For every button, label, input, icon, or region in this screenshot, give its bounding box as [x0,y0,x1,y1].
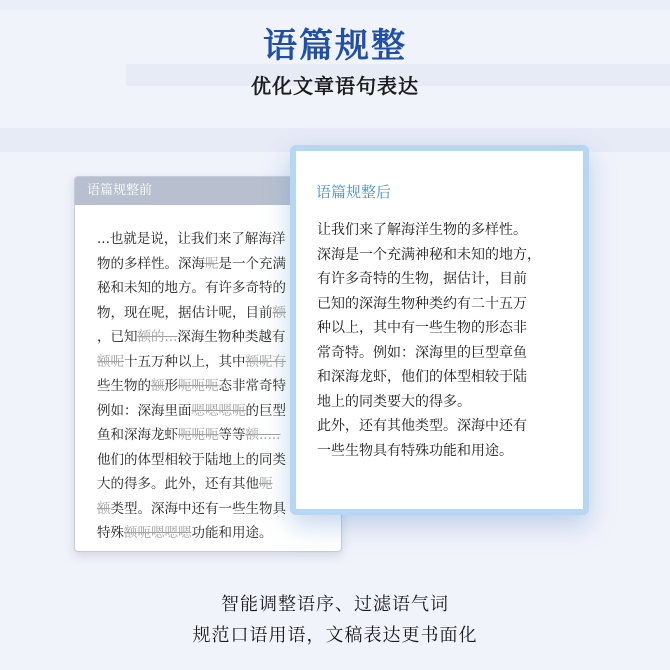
kept-text: 是一个充满 [218,255,286,272]
after-text-line: 此外，还有其他类型。深海中还有 [317,418,527,434]
after-card-label: 语篇规整后 [316,183,392,201]
after-text-line: 有许多奇特的生物，据估计，目前 [317,271,527,287]
before-card-label: 语篇规整前 [75,177,341,205]
after-text-line: 种以上，其中有一些生物的形态非 [317,320,527,336]
removed-filler-word: 呃呃呃 [178,378,219,394]
kept-text: 特殊 [97,525,124,541]
footer-line-2: 规范口语用语，文稿表达更书面化 [192,625,478,646]
kept-text: 他们的体型相较于陆地上的同类 [97,451,286,468]
kept-text: 十五万种以上，其中 [124,353,246,370]
after-text-line: 深海是一个充满神秘和未知的地方， [317,246,541,263]
after-text-line: 一些生物具有特殊功能和用途。 [317,442,513,459]
removed-filler-word: 额 [272,304,286,321]
kept-text: ...也就是说，让我们来了解海洋 [97,231,286,247]
kept-text: 等等 [218,427,246,443]
kept-text: 类型。深海中还有一些生物具 [110,500,286,517]
removed-filler-word: 额呢 [97,353,124,370]
kept-text: 深海生物种类越有 [177,329,286,345]
kept-text: 大的得多。此外，还有其他 [97,476,259,492]
after-text-line: 地上的同类要大的得多。 [317,393,471,410]
removed-filler-word: 呃呃呃 [178,427,219,443]
kept-text: 秘和未知的地方。有许多奇特的 [97,280,286,296]
removed-filler-word: 额 [151,378,165,394]
removed-filler-word: 嗯嗯嗯呃 [191,402,246,419]
removed-filler-word: 呢 [205,255,219,272]
after-card-text [317,218,577,463]
after-card [290,145,589,515]
page-title: 语篇规整 [263,26,407,66]
removed-filler-word: 额的... [137,329,178,345]
kept-text: 鱼和深海龙虾 [97,427,178,443]
removed-filler-word: 额 [97,500,111,517]
footer-line-1: 智能调整语序、过滤语气词 [221,594,449,615]
removed-filler-word: 额呃嗯嗯嗯 [124,525,192,541]
kept-text: 物，现在呢，据估计呢，目前 [97,304,273,321]
kept-text: 些生物的 [97,378,151,394]
before-text-line [97,521,342,546]
removed-filler-word: 呃 [259,476,273,492]
kept-text: 例如：深海里面 [97,402,192,419]
removed-filler-word: 额呢有 [245,353,286,370]
kept-text: 的巨型 [245,402,286,419]
after-text-line: 和深海龙虾，他们的体型相较于陆 [317,369,527,385]
page-subtitle: 优化文章语句表达 [251,74,419,98]
kept-text: 物的多样性。深海 [97,255,205,272]
background-band [0,0,670,10]
kept-text: ，已知 [97,329,138,345]
kept-text: 功能和用途。 [191,525,273,541]
kept-text: 态非常奇特 [218,378,286,394]
after-text-line: 已知的深海生物种类约有二十五万 [317,295,527,312]
after-text-line: 常奇特。例如：深海里的巨型章鱼 [317,344,527,361]
after-text-line: 让我们来了解海洋生物的多样性。 [317,222,527,238]
kept-text: 形 [164,378,178,394]
removed-filler-word: 额..... [245,427,281,443]
